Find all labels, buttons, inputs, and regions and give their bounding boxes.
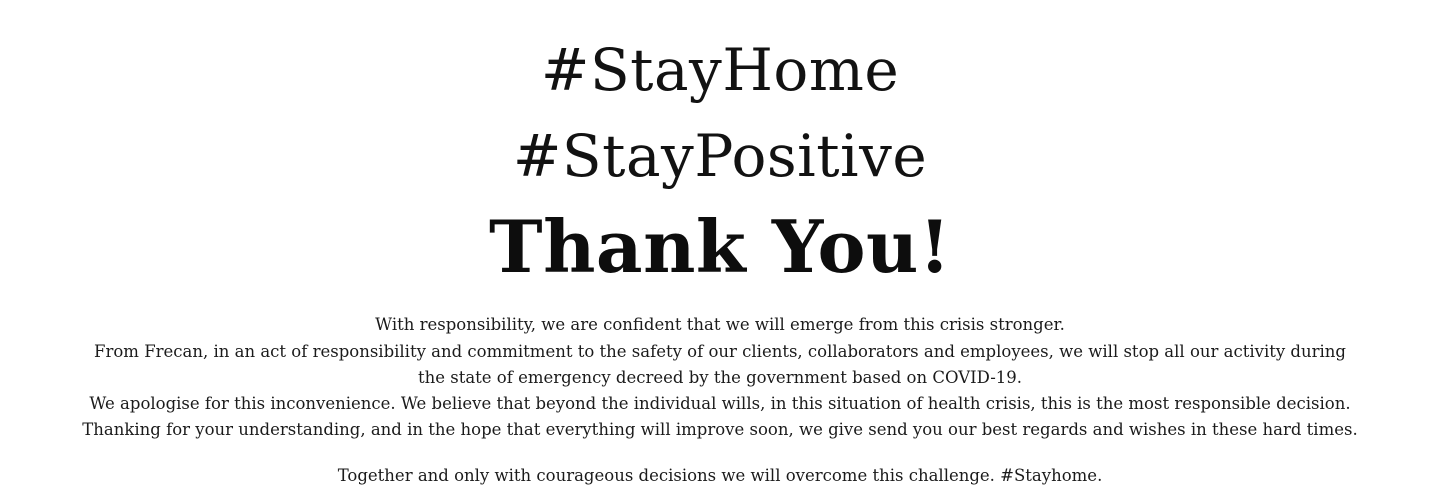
body-line-5: Thanking for your understanding, and in the hope that everything will improve soon, we give send you our best regards and wishes in these hard times. — [82, 419, 1358, 439]
closing-line: Together and only with courageous decisions we will overcome this challenge. #Stayhome. — [337, 465, 1103, 485]
body-line-3: the state of emergency decreed by the government based on COVID-19. — [417, 367, 1023, 387]
thank-you-heading: Thank You! — [489, 203, 951, 289]
body-line-1: With responsibility, we are confident that we will emerge from this crisis stronger. — [375, 315, 1065, 335]
body-line-2: From Frecan, in an act of responsibility and commitment to the safety of our clients, collaborators and employees, we will stop all our activity during — [94, 341, 1346, 361]
hashtag-stayhome: #StayHome — [540, 36, 900, 104]
message-body — [0, 312, 1440, 442]
body-line-4: We apologise for this inconvenience. We believe that beyond the individual wills, in this situation of health crisis, this is the most responsible decision. — [89, 393, 1351, 413]
closing-block — [0, 463, 1440, 489]
hashtag-staypositive: #StayPositive — [512, 121, 928, 190]
